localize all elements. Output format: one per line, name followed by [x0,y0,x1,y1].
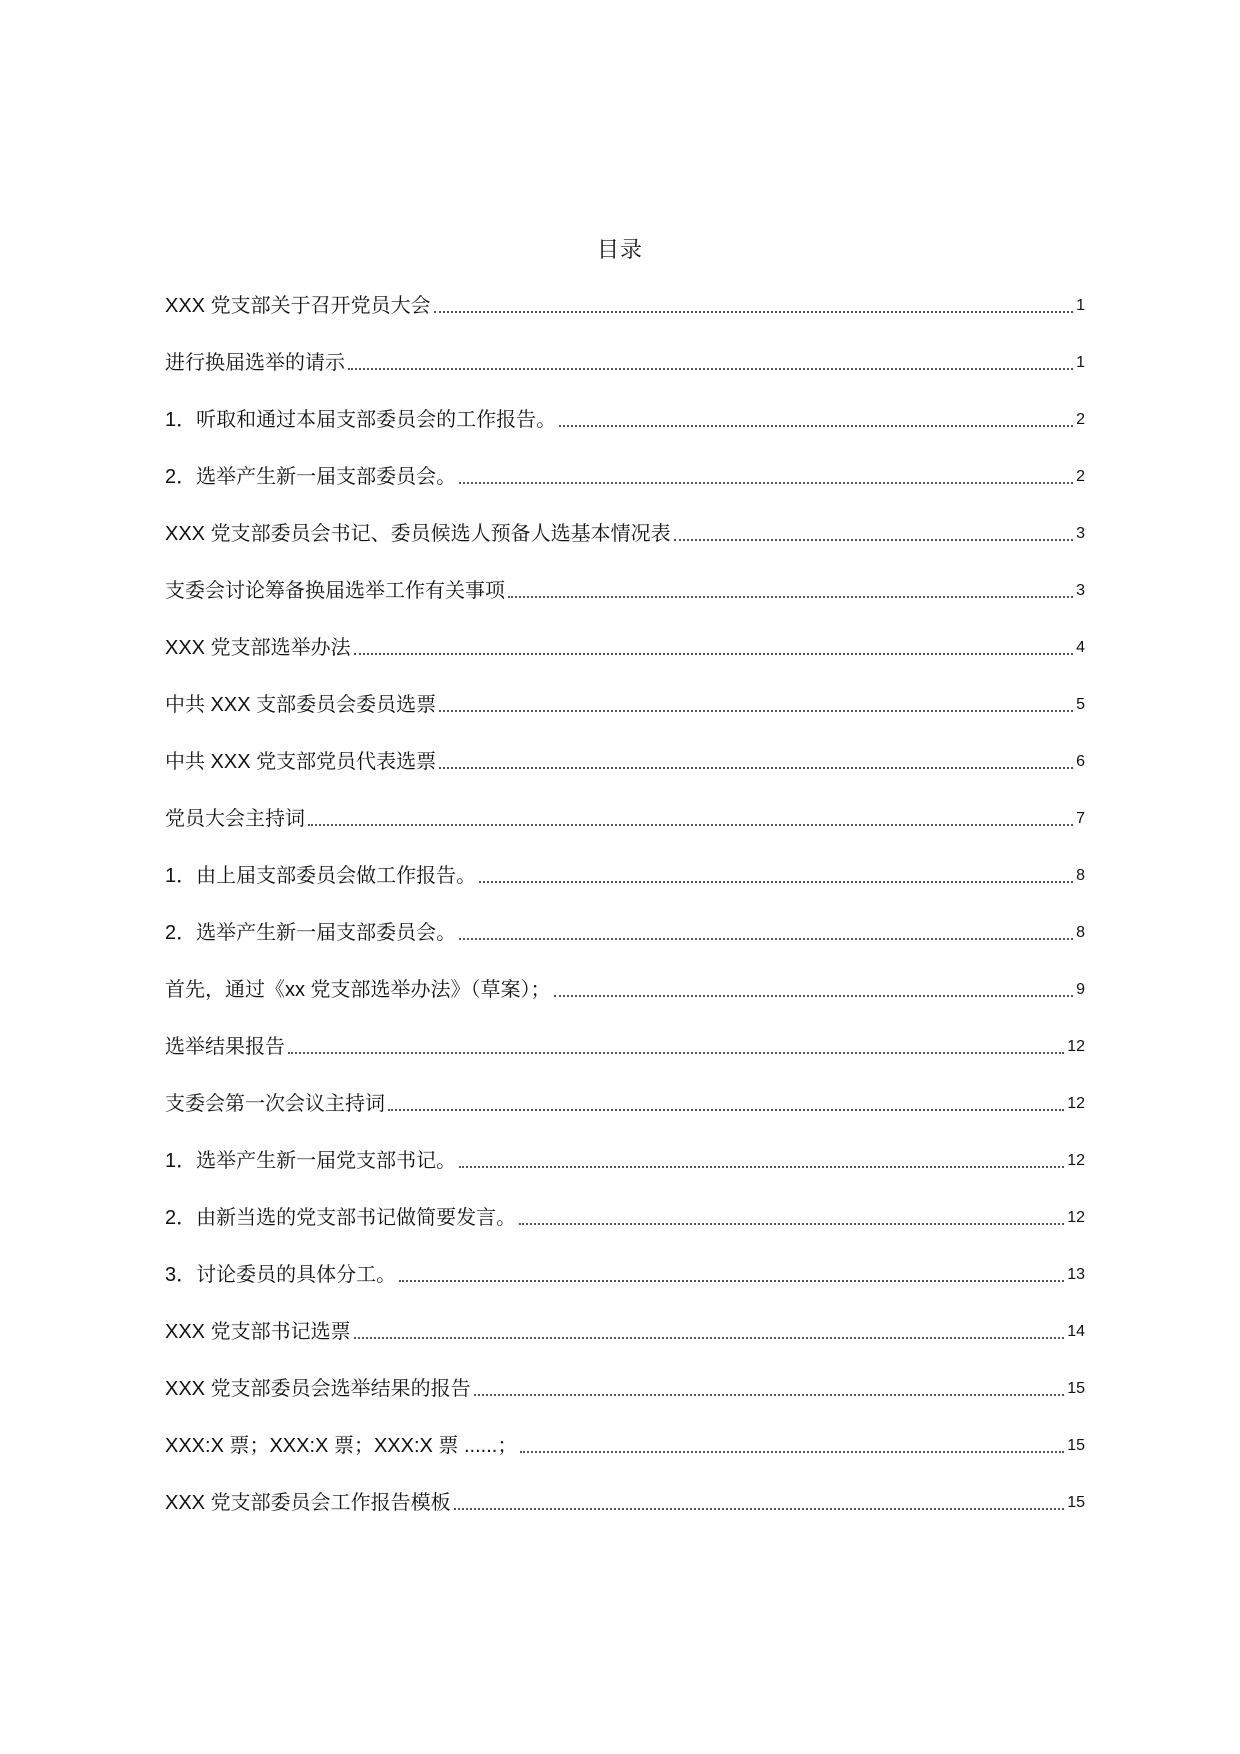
toc-entry-title: XXX 党支部委员会选举结果的报告 [165,1378,471,1400]
toc-leader-dots [434,311,1074,313]
toc-entry-title: 1．听取和通过本届支部委员会的工作报告。 [165,409,557,431]
toc-entry-line [165,1375,1085,1403]
toc-leader-dots [519,1223,1064,1225]
toc-leader-dots [520,1451,1064,1453]
toc-entry [165,292,1085,349]
toc-entry-title: 支委会讨论筹备换届选举工作有关事项 [165,580,505,602]
toc-page-number: 15 [1067,1380,1085,1397]
toc-leader-dots [439,710,1073,712]
toc-entry-line [165,349,1085,377]
toc-entry [165,577,1085,634]
toc-entry-line [165,862,1085,890]
toc-leader-dots [508,596,1073,598]
toc-leader-dots [354,1337,1065,1339]
toc-page-number: 4 [1076,639,1085,656]
toc-page-number: 2 [1076,468,1085,485]
toc-leader-dots [474,1394,1065,1396]
toc-leader-dots [459,1166,1064,1168]
toc-leader-dots [454,1508,1065,1510]
toc-entry [165,691,1085,748]
toc-entry-title: XXX 党支部选举办法 [165,637,351,659]
toc-entry [165,976,1085,1033]
toc-entry [165,463,1085,520]
toc-page-number: 12 [1067,1152,1085,1169]
toc-page-number: 3 [1076,582,1085,599]
toc-entry-title: XXX:X 票；XXX:X 票；XXX:X 票 ......； [165,1435,518,1457]
toc-entry-line [165,919,1085,947]
toc-page-number: 13 [1067,1266,1085,1283]
toc-entry-line [165,463,1085,491]
toc-entry-line [165,634,1085,662]
toc-entry-line [165,1147,1085,1175]
toc-leader-dots [348,368,1073,370]
toc-entry-title: 中共 XXX 支部委员会委员选票 [165,694,437,716]
toc-entry [165,919,1085,976]
toc-page-number: 1 [1076,297,1085,314]
toc-entry-line [165,1432,1085,1460]
toc-page-number: 12 [1067,1038,1085,1055]
toc-entry-line [165,1261,1085,1289]
toc-page-number: 3 [1076,525,1085,542]
toc-entry [165,1261,1085,1318]
toc-entry-title: 党员大会主持词 [165,808,305,830]
toc-entry-title: 进行换届选举的请示 [165,352,345,374]
toc-entry-title: 2．由新当选的党支部书记做简要发言。 [165,1207,517,1229]
toc-entry-title: 2．选举产生新一届支部委员会。 [165,466,457,488]
toc-entry [165,1147,1085,1204]
toc-entry [165,1318,1085,1375]
toc-entry-title: XXX 党支部委员会工作报告模板 [165,1492,451,1514]
toc-leader-dots [308,824,1073,826]
toc-entry [165,862,1085,919]
toc-page-number: 6 [1076,753,1085,770]
toc-entry-line [165,691,1085,719]
toc-entry-line [165,1090,1085,1118]
toc-entry-line [165,976,1085,1004]
toc-entry-line [165,748,1085,776]
toc-leader-dots [459,482,1073,484]
toc-entry [165,406,1085,463]
toc-entry [165,349,1085,406]
toc-leader-dots [388,1109,1064,1111]
toc-leader-dots [554,995,1074,997]
toc-page-number: 15 [1067,1494,1085,1511]
toc-page-number: 8 [1076,924,1085,941]
toc-entry-title: 支委会第一次会议主持词 [165,1093,385,1115]
table-of-contents [165,292,1085,1546]
toc-page-number: 12 [1067,1095,1085,1112]
toc-page-number: 1 [1076,354,1085,371]
toc-leader-dots [399,1280,1064,1282]
toc-entry-title: 2．选举产生新一届支部委员会。 [165,922,457,944]
toc-entry [165,1432,1085,1489]
toc-entry-title: XXX 党支部关于召开党员大会 [165,295,431,317]
toc-entry-line [165,520,1085,548]
toc-leader-dots [459,938,1073,940]
toc-entry [165,805,1085,862]
toc-entry-line [165,406,1085,434]
toc-entry-title: 1．选举产生新一届党支部书记。 [165,1150,457,1172]
toc-entry-line [165,1318,1085,1346]
toc-entry-line [165,805,1085,833]
toc-page-number: 2 [1076,411,1085,428]
toc-leader-dots [439,767,1073,769]
toc-entry-line [165,292,1085,320]
toc-entry-title: XXX 党支部委员会书记、委员候选人预备人选基本情况表 [165,523,671,545]
toc-entry [165,1489,1085,1546]
toc-entry [165,1090,1085,1147]
toc-entry-line [165,1204,1085,1232]
toc-entry [165,1204,1085,1261]
toc-entry-title: 3．讨论委员的具体分工。 [165,1264,397,1286]
toc-page-number: 8 [1076,867,1085,884]
toc-leader-dots [479,881,1073,883]
toc-leader-dots [559,425,1073,427]
toc-entry-line [165,1489,1085,1517]
toc-entry-title: XXX 党支部书记选票 [165,1321,351,1343]
toc-entry [165,748,1085,805]
toc-entry-title: 选举结果报告 [165,1036,285,1058]
toc-page-number: 15 [1067,1437,1085,1454]
toc-entry-line [165,1033,1085,1061]
toc-entry-title: 1．由上届支部委员会做工作报告。 [165,865,477,887]
toc-entry [165,1033,1085,1090]
toc-entry-title: 首先，通过《xx 党支部选举办法》（草案）； [165,979,551,1001]
toc-leader-dots [674,539,1074,541]
toc-entry [165,634,1085,691]
toc-page-number: 12 [1067,1209,1085,1226]
toc-entry-line [165,577,1085,605]
toc-leader-dots [288,1052,1064,1054]
toc-entry [165,1375,1085,1432]
toc-page-number: 5 [1076,696,1085,713]
toc-page-number: 14 [1067,1323,1085,1340]
toc-entry [165,520,1085,577]
toc-page-number: 9 [1076,981,1085,998]
toc-leader-dots [354,653,1074,655]
toc-page-number: 7 [1076,810,1085,827]
toc-title: 目录 [596,237,643,262]
toc-entry-title: 中共 XXX 党支部党员代表选票 [165,751,437,773]
